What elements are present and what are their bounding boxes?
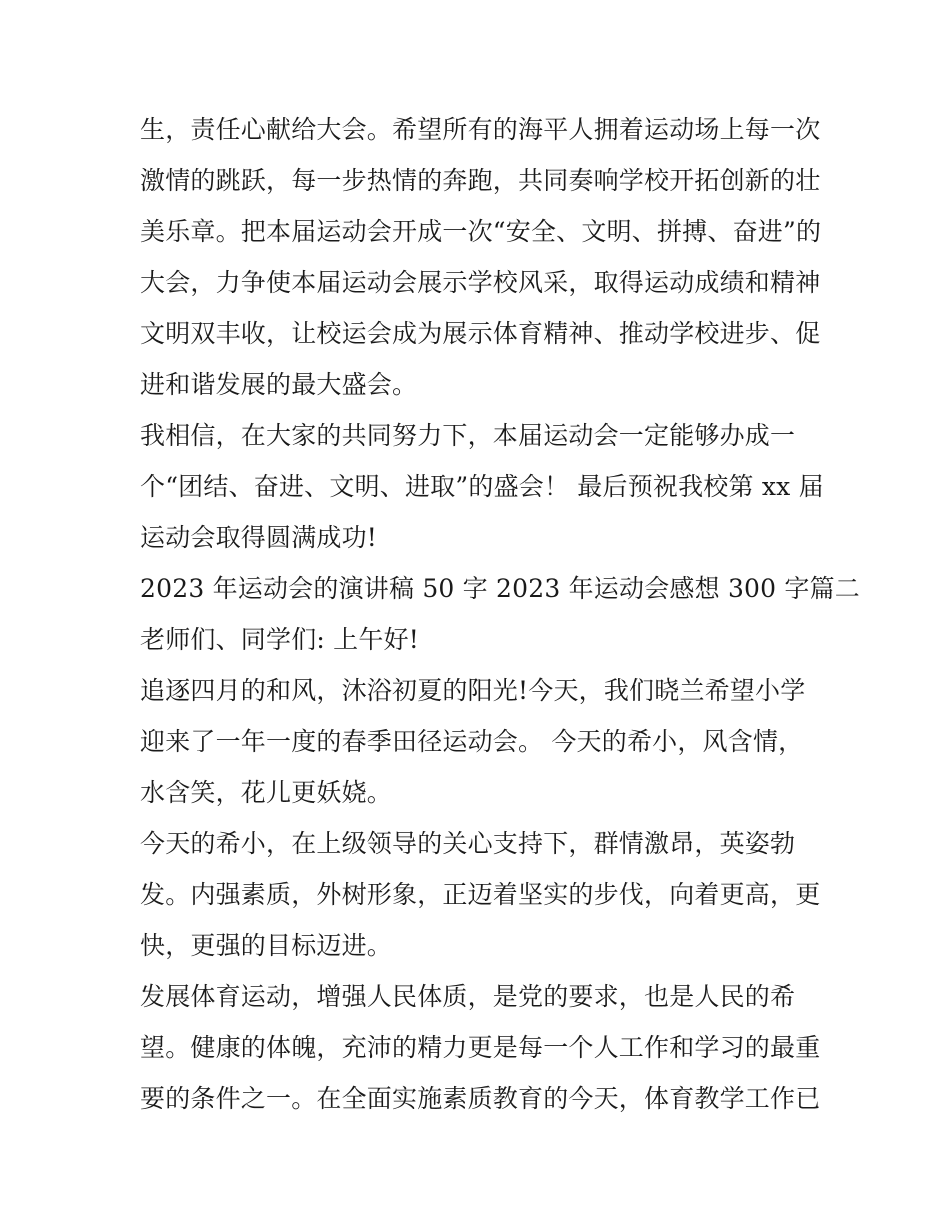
text-line: 快，更强的目标迈进。 xyxy=(140,931,393,960)
text-line: 发。内强素质，外树形象，正迈着坚实的步伐，向着更高，更 xyxy=(140,880,821,909)
text-line: 迎来了一年一度的春季田径运动会。 今天的希小，风含情， xyxy=(140,727,804,756)
text-line: 个“团结、奋进、文明、进取”的盛会！ 最后预祝我校第 xx 届 xyxy=(140,472,824,501)
text-line: 我相信，在大家的共同努力下，本届运动会一定能够办成一 xyxy=(140,421,796,450)
text-line: 大会，力争使本届运动会展示学校风采，取得运动成绩和精神 xyxy=(140,268,821,297)
text-line: 今天的希小，在上级领导的关心支持下，群情激昂，英姿勃 xyxy=(140,829,796,858)
text-line: 运动会取得圆满成功! xyxy=(140,523,378,552)
text-line: 水含笑，花儿更妖娆。 xyxy=(140,778,393,807)
text-line: 文明双丰收，让校运会成为展示体育精神、推动学校进步、促 xyxy=(140,319,821,348)
text-line: 美乐章。把本届运动会开成一次“安全、文明、拼搏、奋进”的 xyxy=(140,217,822,246)
section-heading: 2023 年运动会的演讲稿 50 字 2023 年运动会感想 300 字篇二 xyxy=(140,574,861,603)
text-line: 要的条件之一。在全面实施素质教育的今天，体育教学工作已 xyxy=(140,1084,821,1113)
text-line: 望。健康的体魄，充沛的精力更是每一个人工作和学习的最重 xyxy=(140,1033,821,1062)
text-line: 进和谐发展的最大盛会。 xyxy=(140,370,418,399)
text-line: 生，责任心献给大会。希望所有的海平人拥着运动场上每一次 xyxy=(140,115,821,144)
greeting-line: 老师们、同学们: 上午好! xyxy=(140,625,420,654)
text-line: 追逐四月的和风，沐浴初夏的阳光!今天，我们晓兰希望小学 xyxy=(140,676,806,705)
document-body xyxy=(140,104,861,1124)
text-line: 发展体育运动，增强人民体质，是党的要求，也是人民的希 xyxy=(140,982,796,1011)
text-line: 激情的跳跃，每一步热情的奔跑，共同奏响学校开拓创新的壮 xyxy=(140,166,821,195)
